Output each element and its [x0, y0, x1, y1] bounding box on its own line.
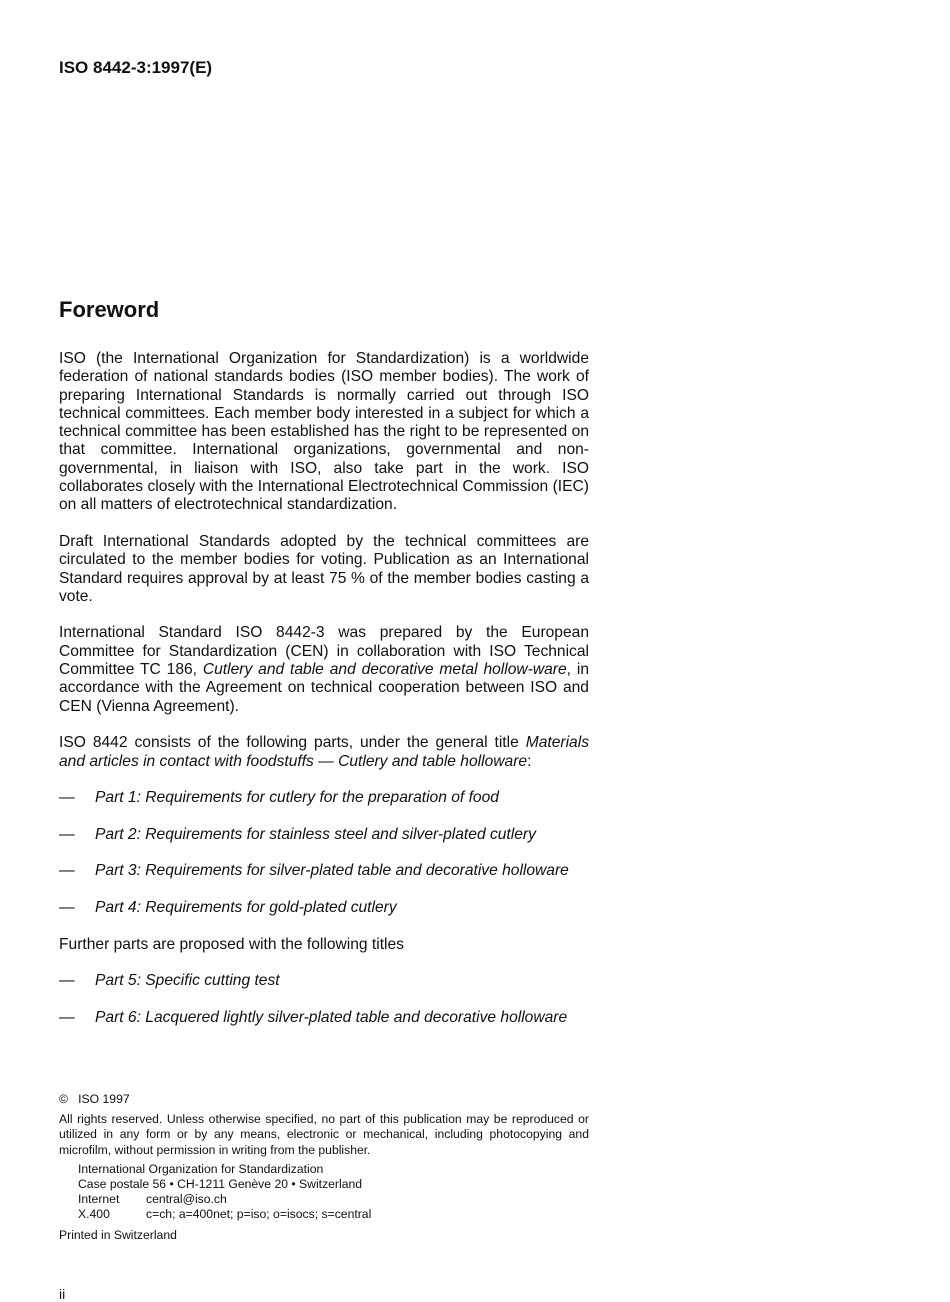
paragraph-further-parts: Further parts are proposed with the following titles [59, 935, 404, 953]
list-item-part-2 [59, 826, 589, 844]
em-dash: — [59, 862, 75, 880]
foreword-body [59, 350, 589, 1045]
em-dash: — [59, 898, 75, 916]
list-item-part-5 [59, 972, 589, 990]
publisher-address [59, 1162, 589, 1223]
x400-label: X.400 [78, 1207, 110, 1222]
list-item-part-1 [59, 789, 589, 807]
email-address: central@iso.ch [146, 1192, 227, 1207]
page-number: ii [59, 1286, 66, 1302]
list-item-part-6 [59, 1009, 589, 1027]
preparation-text-1: International Standard ISO 8442-3 was prepared by the European Committee for Standardization (CEN) in collaboration with ISO Technical Committee TC 186, [59, 624, 589, 679]
part-title: Part 5: Specific cutting test [95, 972, 280, 990]
parts-intro-text: ISO 8442 consists of the following parts, under the general title [59, 734, 526, 752]
x400-address: c=ch; a=400net; p=iso; o=isocs; s=central [146, 1207, 372, 1222]
list-item-part-4 [59, 899, 589, 917]
organization-name: International Organization for Standardization [78, 1161, 324, 1176]
committee-title: Cutlery and table and decorative metal hollow-ware [202, 661, 567, 679]
rights-statement: All rights reserved. Unless otherwise specified, no part of this publication may be reproduced or utilized in any form or by any means, electronic or mechanical, including photocopying and microfilm, without permission in writing from the publisher. [59, 1112, 589, 1157]
internet-label: Internet [78, 1192, 120, 1207]
em-dash: — [59, 825, 75, 843]
document-identifier: ISO 8442-3:1997(E) [59, 58, 213, 77]
printed-in: Printed in Switzerland [59, 1227, 177, 1242]
list-item-part-3 [59, 862, 589, 880]
parts-intro-colon: : [527, 752, 532, 770]
em-dash: — [59, 972, 75, 990]
copyright-block [59, 1092, 589, 1243]
part-title: Part 1: Requirements for cutlery for the preparation of food [95, 789, 499, 807]
page-title: Foreword [59, 297, 160, 322]
paragraph-draft-standards: Draft International Standards adopted by the technical committees are circulated to the member bodies for voting. Publication as an International Standard requires approval by at least 75 % of the member bodies casting a vote. [59, 532, 589, 605]
copyright-notice: © ISO 1997 [59, 1092, 130, 1106]
paragraph-preparation [59, 624, 589, 715]
part-title: Part 6: Lacquered lightly silver-plated table and decorative holloware [95, 1008, 568, 1026]
internet-row [78, 1192, 589, 1207]
part-title: Part 4: Requirements for gold-plated cutlery [95, 898, 397, 916]
paragraph-parts-intro [59, 734, 589, 771]
preparation-text-2: , in accordance with the Agreement on technical cooperation between ISO and CEN (Vienna Agreement). [59, 661, 590, 715]
em-dash: — [59, 1008, 75, 1026]
x400-row [78, 1207, 589, 1222]
paragraph-iso-intro: ISO (the International Organization for Standardization) is a worldwide federation of national standards bodies (ISO member bodies). The work of preparing International Standards is normally carried out through ISO technical committees. Each member body interested in a subject for which a technical committee has been established has the right to be represented on that committee. International organizations, governmental and non-governmental, in liaison with ISO, also take part in the work. ISO collaborates closely with the International Electrotechnical Commission (IEC) on all matters of electrotechnical standardization. [59, 350, 589, 514]
postal-address: Case postale 56 • CH-1211 Genève 20 • Switzerland [78, 1177, 363, 1192]
part-title: Part 2: Requirements for stainless steel and silver-plated cutlery [95, 825, 536, 843]
part-title: Part 3: Requirements for silver-plated table and decorative holloware [95, 862, 569, 880]
general-title: Materials and articles in contact with foodstuffs — Cutlery and table holloware [59, 734, 589, 770]
em-dash: — [59, 789, 75, 807]
